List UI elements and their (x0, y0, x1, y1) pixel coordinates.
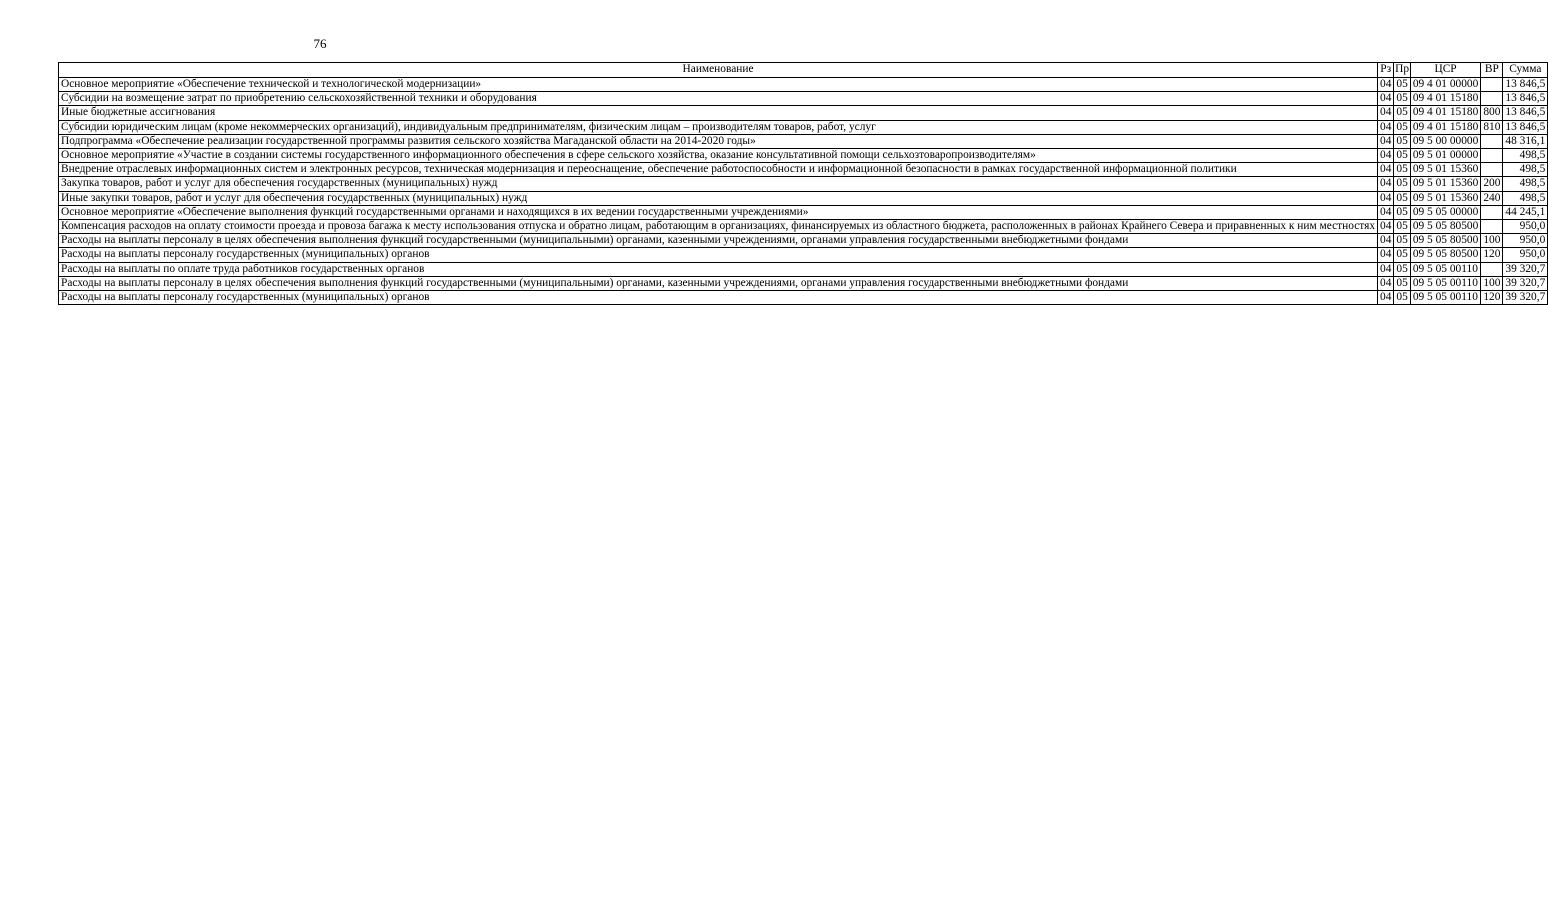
row-sum-cell: 498,5 (1503, 163, 1548, 177)
table-row (59, 291, 1548, 305)
table-header-row (59, 63, 1548, 78)
row-pr-cell: 05 (1394, 234, 1410, 248)
row-pr-cell: 05 (1394, 92, 1410, 106)
row-rz-cell: 04 (1378, 92, 1394, 106)
row-sum-cell: 498,5 (1503, 191, 1548, 205)
table-row (59, 134, 1548, 148)
header-sum: Сумма (1503, 63, 1548, 78)
row-pr-cell: 05 (1394, 149, 1410, 163)
row-sum-cell: 950,0 (1503, 248, 1548, 262)
row-pr-cell: 05 (1394, 177, 1410, 191)
row-sum-cell: 48 316,1 (1503, 134, 1548, 148)
row-name-cell: Основное мероприятие «Обеспечение технической и технологической модернизации» (59, 78, 1378, 92)
row-csr-cell: 09 5 05 00000 (1410, 205, 1481, 219)
header-csr: ЦСР (1410, 63, 1481, 78)
row-rz-cell: 04 (1378, 262, 1394, 276)
row-vr-cell (1481, 262, 1503, 276)
row-vr-cell (1481, 163, 1503, 177)
row-vr-cell: 120 (1481, 291, 1503, 305)
header-vr: ВР (1481, 63, 1503, 78)
row-name-cell: Расходы на выплаты персоналу в целях обеспечения выполнения функций государственными (муниципальными) органами, казенными учреждениями, органами управления государственными внебюджетными фондами (59, 234, 1378, 248)
row-csr-cell: 09 5 05 00110 (1410, 291, 1481, 305)
row-vr-cell: 100 (1481, 276, 1503, 290)
table-row (59, 234, 1548, 248)
row-csr-cell: 09 5 05 80500 (1410, 220, 1481, 234)
row-csr-cell: 09 5 05 00110 (1410, 262, 1481, 276)
row-vr-cell (1481, 92, 1503, 106)
row-pr-cell: 05 (1394, 120, 1410, 134)
row-pr-cell: 05 (1394, 262, 1410, 276)
table-row (59, 92, 1548, 106)
row-csr-cell: 09 5 00 00000 (1410, 134, 1481, 148)
row-pr-cell: 05 (1394, 276, 1410, 290)
row-name-cell: Иные закупки товаров, работ и услуг для обеспечения государственных (муниципальных) нужд (59, 191, 1378, 205)
row-pr-cell: 05 (1394, 291, 1410, 305)
row-csr-cell: 09 5 01 15360 (1410, 191, 1481, 205)
row-rz-cell: 04 (1378, 234, 1394, 248)
row-pr-cell: 05 (1394, 106, 1410, 120)
budget-table (58, 62, 1548, 305)
row-name-cell: Субсидии юридическим лицам (кроме некоммерческих организаций), индивидуальным предпринимателям, физическим лицам – производителям товаров, работ, услуг (59, 120, 1378, 134)
row-csr-cell: 09 4 01 00000 (1410, 78, 1481, 92)
row-name-cell: Подпрограмма «Обеспечение реализации государственной программы развития сельского хозяйства Магаданской области на 2014-2020 годы» (59, 134, 1378, 148)
row-name-cell: Основное мероприятие «Обеспечение выполнения функций государственными органами и находящихся в их ведении государственными учреждениями» (59, 205, 1378, 219)
row-rz-cell: 04 (1378, 220, 1394, 234)
row-rz-cell: 04 (1378, 134, 1394, 148)
row-rz-cell: 04 (1378, 163, 1394, 177)
row-sum-cell: 13 846,5 (1503, 120, 1548, 134)
row-vr-cell: 120 (1481, 248, 1503, 262)
row-sum-cell: 44 245,1 (1503, 205, 1548, 219)
row-sum-cell: 13 846,5 (1503, 92, 1548, 106)
table-row (59, 177, 1548, 191)
row-rz-cell: 04 (1378, 78, 1394, 92)
row-vr-cell: 240 (1481, 191, 1503, 205)
row-sum-cell: 950,0 (1503, 220, 1548, 234)
row-rz-cell: 04 (1378, 120, 1394, 134)
row-vr-cell: 800 (1481, 106, 1503, 120)
row-vr-cell (1481, 205, 1503, 219)
row-csr-cell: 09 5 05 00110 (1410, 276, 1481, 290)
row-name-cell: Компенсация расходов на оплату стоимости проезда и провоза багажа к месту использования отпуска и обратно лицам, работающим в организациях, финансируемых из областного бюджета, расположенных в районах Крайнего Севера и приравненных к ним местностях (59, 220, 1378, 234)
row-sum-cell: 39 320,7 (1503, 262, 1548, 276)
row-rz-cell: 04 (1378, 276, 1394, 290)
row-csr-cell: 09 5 01 15360 (1410, 177, 1481, 191)
row-rz-cell: 04 (1378, 177, 1394, 191)
row-sum-cell: 498,5 (1503, 149, 1548, 163)
row-name-cell: Расходы на выплаты персоналу в целях обеспечения выполнения функций государственными (муниципальными) органами, казенными учреждениями, органами управления государственными внебюджетными фондами (59, 276, 1378, 290)
row-name-cell: Расходы на выплаты персоналу государственных (муниципальных) органов (59, 291, 1378, 305)
row-name-cell: Закупка товаров, работ и услуг для обеспечения государственных (муниципальных) нужд (59, 177, 1378, 191)
row-vr-cell: 100 (1481, 234, 1503, 248)
row-pr-cell: 05 (1394, 134, 1410, 148)
row-name-cell: Расходы на выплаты по оплате труда работников государственных органов (59, 262, 1378, 276)
table-row (59, 163, 1548, 177)
row-csr-cell: 09 4 01 15180 (1410, 92, 1481, 106)
row-rz-cell: 04 (1378, 248, 1394, 262)
row-csr-cell: 09 5 01 15360 (1410, 163, 1481, 177)
row-name-cell: Иные бюджетные ассигнования (59, 106, 1378, 120)
table-row (59, 248, 1548, 262)
row-vr-cell (1481, 134, 1503, 148)
row-vr-cell (1481, 149, 1503, 163)
header-name: Наименование (59, 63, 1378, 78)
table-row (59, 149, 1548, 163)
row-sum-cell: 13 846,5 (1503, 78, 1548, 92)
row-name-cell: Основное мероприятие «Участие в создании системы государственного информационного обеспечения в сфере сельского хозяйства, оказание консультативной помощи сельхозтоваропроизводителям» (59, 149, 1378, 163)
row-csr-cell: 09 5 05 80500 (1410, 248, 1481, 262)
row-pr-cell: 05 (1394, 248, 1410, 262)
row-csr-cell: 09 5 01 00000 (1410, 149, 1481, 163)
table-row (59, 205, 1548, 219)
row-rz-cell: 04 (1378, 291, 1394, 305)
row-sum-cell: 950,0 (1503, 234, 1548, 248)
table-body (59, 78, 1548, 305)
row-vr-cell (1481, 220, 1503, 234)
row-rz-cell: 04 (1378, 149, 1394, 163)
row-pr-cell: 05 (1394, 220, 1410, 234)
row-pr-cell: 05 (1394, 205, 1410, 219)
header-pr: Пр (1394, 63, 1410, 78)
row-vr-cell: 200 (1481, 177, 1503, 191)
row-rz-cell: 04 (1378, 191, 1394, 205)
row-pr-cell: 05 (1394, 163, 1410, 177)
table-row (59, 106, 1548, 120)
row-name-cell: Внедрение отраслевых информационных систем и электронных ресурсов, техническая модернизация и переоснащение, обеспечение работоспособности и информационной безопасности в рамках государственной информационной политики (59, 163, 1378, 177)
row-sum-cell: 39 320,7 (1503, 291, 1548, 305)
row-csr-cell: 09 4 01 15180 (1410, 120, 1481, 134)
table-row (59, 78, 1548, 92)
row-rz-cell: 04 (1378, 106, 1394, 120)
row-sum-cell: 13 846,5 (1503, 106, 1548, 120)
row-vr-cell (1481, 78, 1503, 92)
table-row (59, 191, 1548, 205)
row-name-cell: Субсидии на возмещение затрат по приобретению сельскохозяйственной техники и оборудования (59, 92, 1378, 106)
row-rz-cell: 04 (1378, 205, 1394, 219)
header-rz: Рз (1378, 63, 1394, 78)
row-pr-cell: 05 (1394, 191, 1410, 205)
table-row (59, 220, 1548, 234)
row-csr-cell: 09 5 05 80500 (1410, 234, 1481, 248)
row-sum-cell: 39 320,7 (1503, 276, 1548, 290)
row-sum-cell: 498,5 (1503, 177, 1548, 191)
table-row (59, 120, 1548, 134)
table-row (59, 262, 1548, 276)
table-row (59, 276, 1548, 290)
row-csr-cell: 09 4 01 15180 (1410, 106, 1481, 120)
row-pr-cell: 05 (1394, 78, 1410, 92)
row-vr-cell: 810 (1481, 120, 1503, 134)
page-number: 76 (313, 36, 327, 51)
row-name-cell: Расходы на выплаты персоналу государственных (муниципальных) органов (59, 248, 1378, 262)
